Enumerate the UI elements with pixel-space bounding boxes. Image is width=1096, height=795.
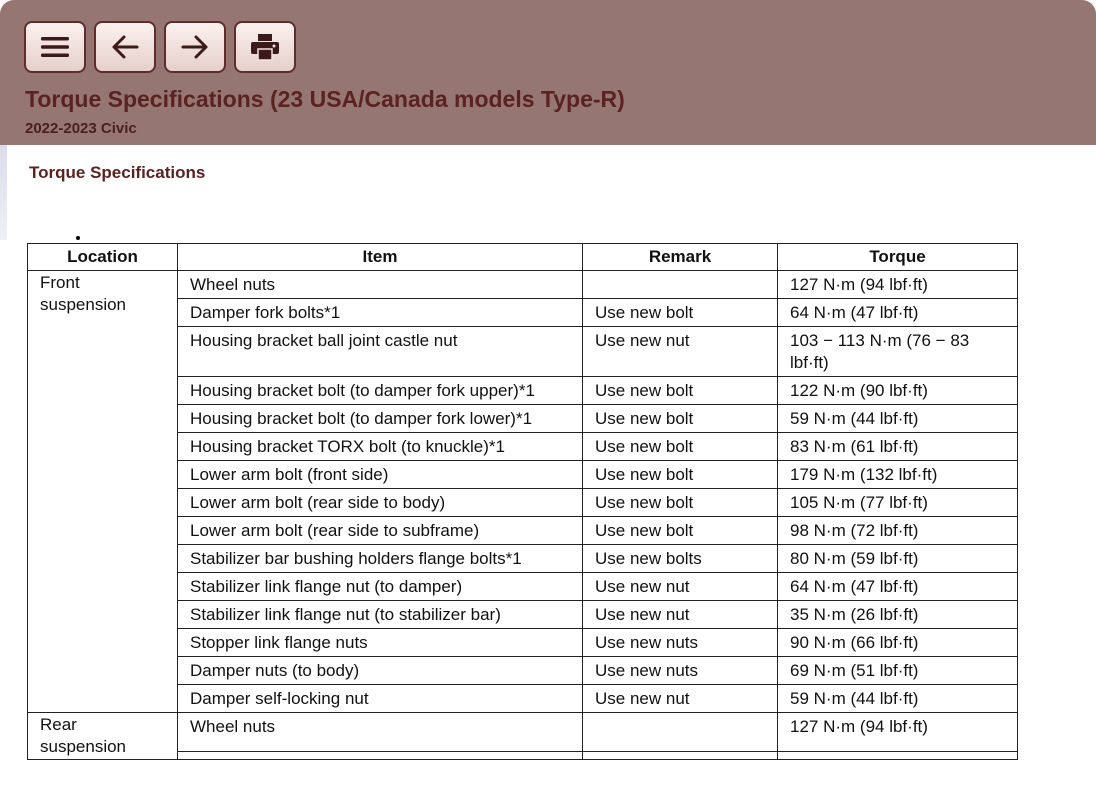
remark-cell: Use new bolt: [583, 377, 778, 405]
remark-cell: Use new nuts: [583, 657, 778, 685]
item-cell: Stabilizer link flange nut (to damper): [178, 573, 583, 601]
remark-cell: [583, 713, 778, 752]
torque-cell: 59 N·m (44 lbf·ft): [778, 685, 1018, 713]
torque-cell: 35 N·m (26 lbf·ft): [778, 601, 1018, 629]
remark-cell: [583, 271, 778, 299]
item-cell: Stopper link flange nuts: [178, 629, 583, 657]
torque-cell: 179 N·m (132 lbf·ft): [778, 461, 1018, 489]
remark-cell: Use new nut: [583, 327, 778, 377]
item-cell: Wheel nuts: [178, 271, 583, 299]
arrow-left-icon: [110, 34, 140, 60]
header-bar: [0, 0, 1096, 145]
item-cell: [178, 751, 583, 759]
remark-cell: Use new bolt: [583, 433, 778, 461]
remark-cell: Use new nuts: [583, 629, 778, 657]
remark-cell: Use new nut: [583, 601, 778, 629]
table-header: [28, 244, 1018, 271]
column-header-remark: Remark: [583, 244, 778, 271]
location-cell: Front suspension: [28, 271, 178, 713]
column-header-location: Location: [28, 244, 178, 271]
item-cell: Housing bracket bolt (to damper fork upper)*1: [178, 377, 583, 405]
item-cell: Housing bracket TORX bolt (to knuckle)*1: [178, 433, 583, 461]
arrow-right-icon: [180, 34, 210, 60]
item-cell: Lower arm bolt (front side): [178, 461, 583, 489]
remark-cell: Use new bolt: [583, 489, 778, 517]
item-cell: Damper nuts (to body): [178, 657, 583, 685]
column-header-torque: Torque: [778, 244, 1018, 271]
item-cell: Stabilizer link flange nut (to stabilizer bar): [178, 601, 583, 629]
torque-spec-table: [27, 243, 1018, 760]
table-body: [28, 271, 1018, 760]
remark-cell: [583, 751, 778, 759]
item-cell: Stabilizer bar bushing holders flange bolts*1: [178, 545, 583, 573]
item-cell: Damper self-locking nut: [178, 685, 583, 713]
remark-cell: Use new bolts: [583, 545, 778, 573]
bullet-dot: [76, 236, 80, 240]
column-header-item: Item: [178, 244, 583, 271]
remark-cell: Use new bolt: [583, 461, 778, 489]
torque-cell: 83 N·m (61 lbf·ft): [778, 433, 1018, 461]
item-cell: Damper fork bolts*1: [178, 299, 583, 327]
torque-cell: 69 N·m (51 lbf·ft): [778, 657, 1018, 685]
section-title: Torque Specifications: [29, 163, 206, 182]
torque-cell: 80 N·m (59 lbf·ft): [778, 545, 1018, 573]
remark-cell: Use new bolt: [583, 299, 778, 327]
item-cell: Housing bracket ball joint castle nut: [178, 327, 583, 377]
remark-cell: Use new bolt: [583, 405, 778, 433]
item-cell: Lower arm bolt (rear side to body): [178, 489, 583, 517]
torque-cell: 90 N·m (66 lbf·ft): [778, 629, 1018, 657]
torque-cell: 122 N·m (90 lbf·ft): [778, 377, 1018, 405]
location-cell: Rear suspension: [28, 713, 178, 760]
torque-cell: 59 N·m (44 lbf·ft): [778, 405, 1018, 433]
table-row: [28, 713, 1018, 752]
torque-cell: [778, 751, 1018, 759]
forward-button[interactable]: [164, 21, 226, 73]
remark-cell: Use new nut: [583, 685, 778, 713]
table-row: [28, 271, 1018, 299]
torque-cell: 64 N·m (47 lbf·ft): [778, 299, 1018, 327]
torque-cell: 98 N·m (72 lbf·ft): [778, 517, 1018, 545]
torque-cell: 127 N·m (94 lbf·ft): [778, 713, 1018, 752]
hamburger-menu-icon: [40, 36, 70, 58]
toolbar: [24, 21, 296, 73]
table-header-row: [28, 244, 1018, 271]
torque-cell: 127 N·m (94 lbf·ft): [778, 271, 1018, 299]
item-cell: Wheel nuts: [178, 713, 583, 752]
remark-cell: Use new nut: [583, 573, 778, 601]
item-cell: Housing bracket bolt (to damper fork lower)*1: [178, 405, 583, 433]
torque-cell: 64 N·m (47 lbf·ft): [778, 573, 1018, 601]
torque-cell: 103 − 113 N·m (76 − 83 lbf·ft): [778, 327, 1018, 377]
print-button[interactable]: [234, 21, 296, 73]
page-title: Torque Specifications (23 USA/Canada models Type-R): [25, 86, 625, 112]
back-button[interactable]: [94, 21, 156, 73]
remark-cell: Use new bolt: [583, 517, 778, 545]
torque-cell: 105 N·m (77 lbf·ft): [778, 489, 1018, 517]
left-edge-strip: [0, 145, 7, 240]
menu-button[interactable]: [24, 21, 86, 73]
item-cell: Lower arm bolt (rear side to subframe): [178, 517, 583, 545]
page-subtitle: 2022-2023 Civic: [25, 120, 137, 137]
printer-icon: [250, 33, 280, 61]
